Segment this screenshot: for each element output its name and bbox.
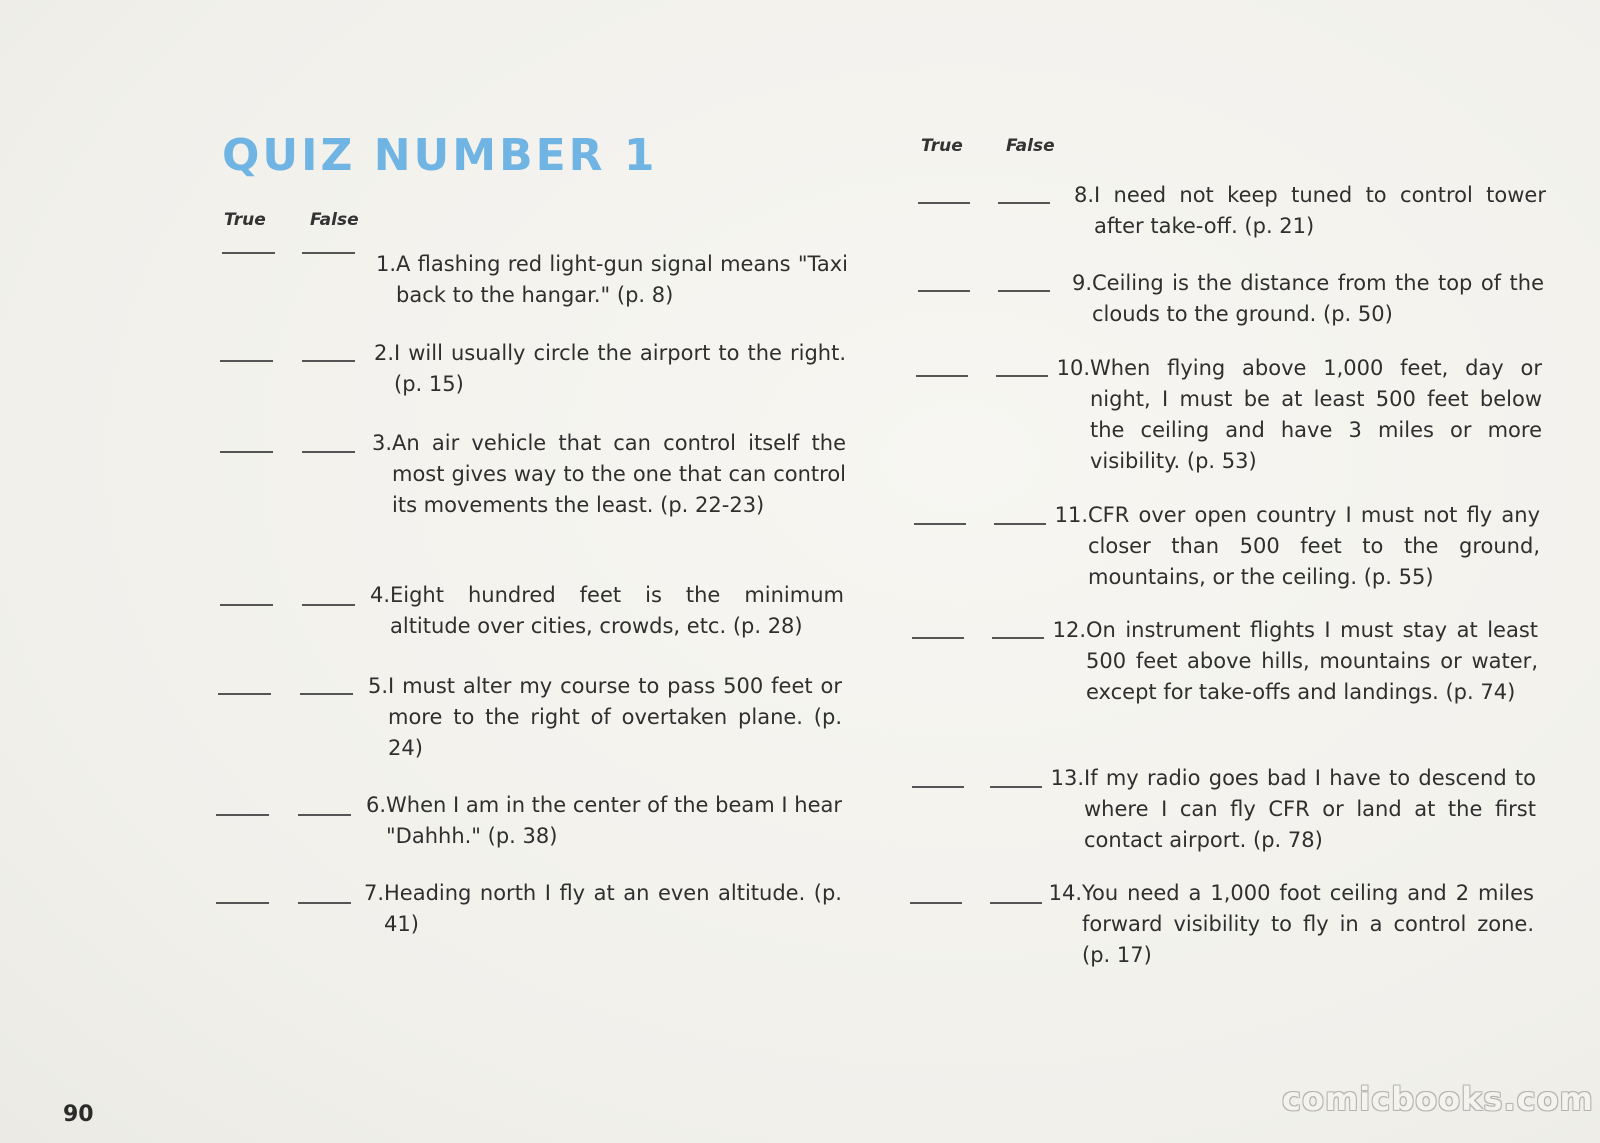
- question-text: You need a 1,000 foot ceiling and 2 miles forward visibility to fly in a control zone. (p. 17): [1082, 881, 1534, 967]
- false-answer-blank[interactable]: [302, 360, 355, 362]
- question-text: Eight hundred feet is the minimum altitude over cities, crowds, etc. (p. 28): [390, 583, 844, 638]
- false-answer-blank[interactable]: [302, 252, 355, 254]
- true-answer-blank[interactable]: [914, 523, 966, 525]
- true-answer-blank[interactable]: [218, 693, 271, 695]
- question-number: 1.: [375, 252, 396, 276]
- question-text: A flashing red light-gun signal means "Taxi back to the hangar." (p. 8): [396, 252, 848, 307]
- false-answer-blank[interactable]: [992, 637, 1044, 639]
- question-number: 12.: [1052, 618, 1086, 642]
- quiz-title: QUIZ NUMBER 1: [222, 130, 658, 181]
- question-text: I need not keep tuned to control tower after take-off. (p. 21): [1094, 183, 1546, 238]
- true-answer-blank[interactable]: [910, 902, 962, 904]
- question-number: 2.: [373, 341, 394, 365]
- question-number: 6.: [365, 793, 386, 817]
- false-answer-blank[interactable]: [994, 523, 1046, 525]
- true-answer-blank[interactable]: [220, 604, 273, 606]
- true-answer-blank[interactable]: [912, 637, 964, 639]
- question-text: If my radio goes bad I have to descend to where I can fly CFR or land at the first contact airport. (p. 78): [1084, 766, 1536, 852]
- question-number: 8.: [1073, 183, 1094, 207]
- true-column-header: True: [224, 210, 266, 230]
- true-answer-blank[interactable]: [918, 202, 970, 204]
- page-number: 90: [63, 1102, 94, 1127]
- false-column-header: False: [1006, 136, 1055, 156]
- question-text: When flying above 1,000 feet, day or night, I must be at least 500 feet below the ceiling and have 3 miles or more visibility. (p. 53): [1090, 356, 1542, 473]
- question-number: 4.: [369, 583, 390, 607]
- false-answer-blank[interactable]: [998, 290, 1050, 292]
- true-answer-blank[interactable]: [912, 786, 964, 788]
- watermark: comicbooks.com: [1282, 1080, 1594, 1118]
- question-text: I will usually circle the airport to the right. (p. 15): [394, 341, 846, 396]
- true-answer-blank[interactable]: [216, 902, 269, 904]
- question-number: 9.: [1071, 271, 1092, 295]
- question-text: Ceiling is the distance from the top of the clouds to the ground. (p. 50): [1092, 271, 1544, 326]
- false-answer-blank[interactable]: [302, 451, 355, 453]
- false-answer-blank[interactable]: [990, 786, 1042, 788]
- question-number: 10.: [1056, 356, 1090, 380]
- true-column-header: True: [921, 136, 963, 156]
- question-number: 7.: [363, 881, 384, 905]
- true-answer-blank[interactable]: [220, 360, 273, 362]
- true-answer-blank[interactable]: [918, 290, 970, 292]
- false-answer-blank[interactable]: [996, 375, 1048, 377]
- true-answer-blank[interactable]: [222, 252, 275, 254]
- true-answer-blank[interactable]: [216, 814, 269, 816]
- question-number: 14.: [1048, 881, 1082, 905]
- question-number: 11.: [1054, 503, 1088, 527]
- false-column-header: False: [310, 210, 359, 230]
- question-number: 13.: [1050, 766, 1084, 790]
- question-text: An air vehicle that can control itself the most gives way to the one that can control its movements the least. (p. 22-23): [392, 431, 846, 517]
- question-number: 3.: [371, 431, 392, 455]
- question-text: CFR over open country I must not fly any closer than 500 feet to the ground, mountains, or the ceiling. (p. 55): [1088, 503, 1540, 589]
- true-answer-blank[interactable]: [916, 375, 968, 377]
- false-answer-blank[interactable]: [990, 902, 1042, 904]
- question-text: On instrument flights I must stay at least 500 feet above hills, mountains or water, except for take-offs and landings. (p. 74): [1086, 618, 1538, 704]
- false-answer-blank[interactable]: [998, 202, 1050, 204]
- true-answer-blank[interactable]: [220, 451, 273, 453]
- question-text: When I am in the center of the beam I hear "Dahhh." (p. 38): [386, 793, 842, 848]
- question-text: I must alter my course to pass 500 feet or more to the right of overtaken plane. (p. 24): [388, 674, 842, 760]
- question-text: Heading north I fly at an even altitude. (p. 41): [384, 881, 842, 936]
- question-number: 5.: [367, 674, 388, 698]
